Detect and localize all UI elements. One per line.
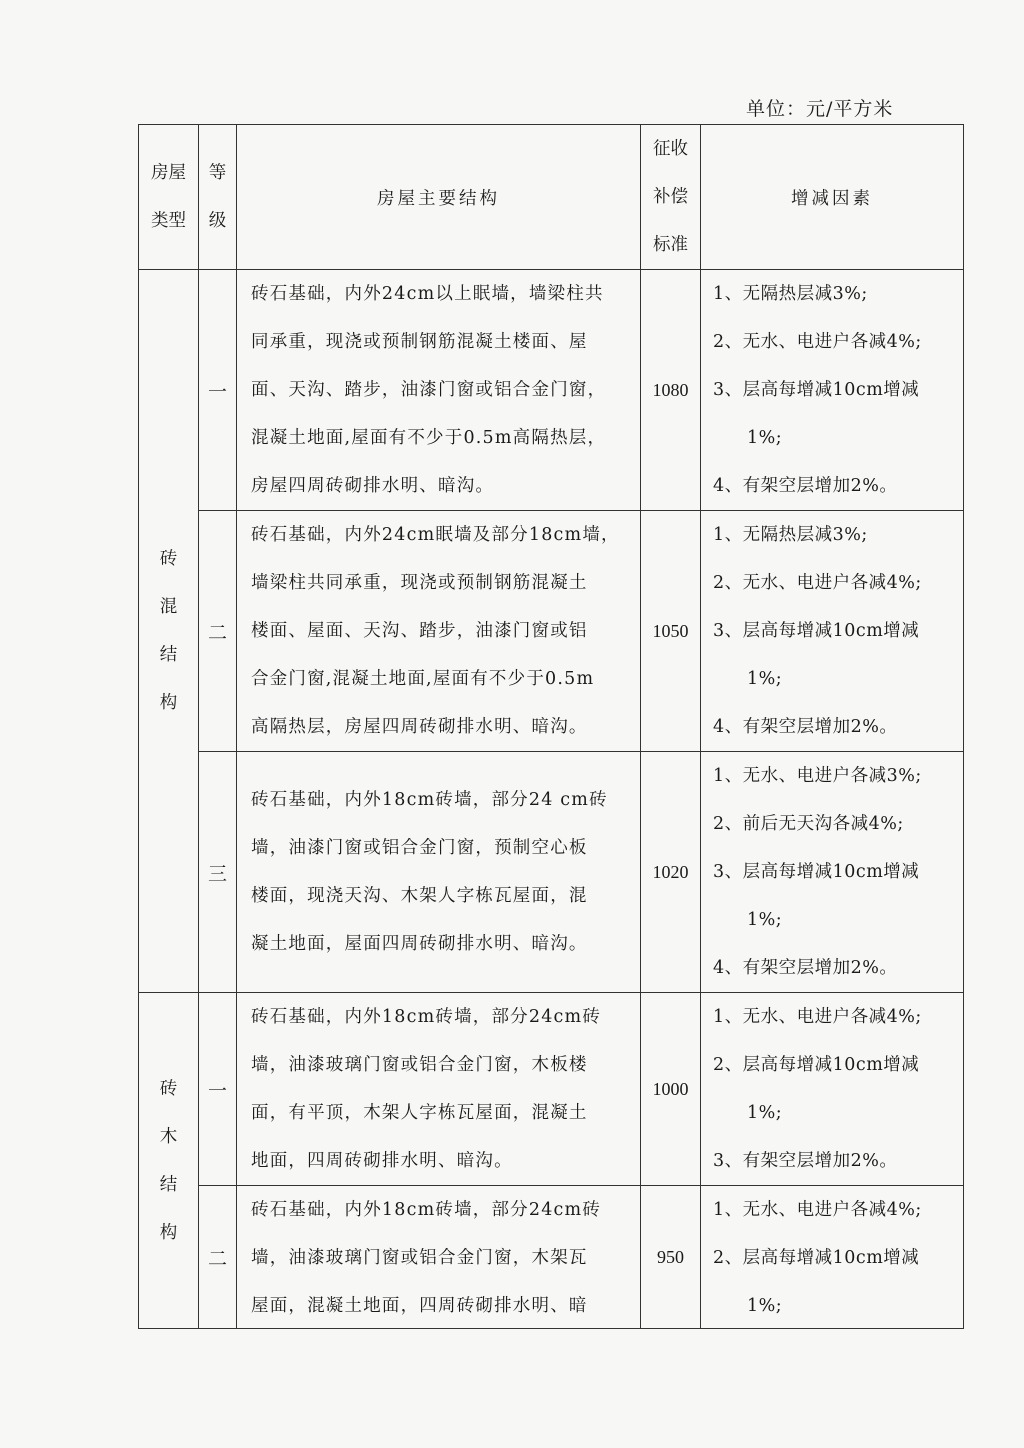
factors-cell (701, 1186, 964, 1329)
house-type-char: 木 (159, 1126, 178, 1147)
grade-cell: 二 (199, 511, 237, 752)
table-row (139, 752, 964, 993)
factor-item: 2、层高每增减10cm增减 (713, 1248, 920, 1268)
structure-cell (237, 270, 641, 511)
house-type-char: 砖 (159, 1078, 178, 1099)
structure-line: 砖石基础，内外24cm眠墙及部分18cm墙， (251, 525, 620, 545)
structure-line: 砖石基础，内外18cm砖墙，部分24cm砖 (251, 1200, 602, 1220)
standard-price-cell: 1050 (641, 511, 701, 752)
structure-line: 凝土地面，屋面四周砖砌排水明、暗沟。 (251, 934, 588, 954)
factor-item: 2、无水、电进户各减4%; (713, 332, 922, 352)
structure-line: 墙，油漆玻璃门窗或铝合金门窗，木板楼 (251, 1055, 588, 1075)
structure-line: 面、天沟、踏步，油漆门窗或铝合金门窗， (251, 380, 607, 400)
house-type-char: 结 (159, 645, 178, 665)
structure-line: 墙，油漆门窗或铝合金门窗，预制空心板 (251, 838, 588, 858)
grade-cell: 二 (199, 1186, 237, 1329)
factor-item: 1、无水、电进户各减4%; (713, 1200, 922, 1220)
standard-price-cell: 950 (641, 1186, 701, 1329)
house-type-cell (139, 993, 199, 1329)
factor-item: 1、无隔热层减3%; (713, 525, 868, 545)
structure-line: 面，有平顶，木架人字栋瓦屋面，混凝土 (251, 1103, 588, 1123)
structure-line: 地面，四周砖砌排水明、暗沟。 (251, 1151, 513, 1171)
header-row (139, 125, 964, 270)
header-type: 房屋 类型 (139, 125, 199, 270)
factor-item: 1%; (747, 1296, 783, 1316)
standard-price-cell: 1080 (641, 270, 701, 511)
factors-cell (701, 270, 964, 511)
factors-cell (701, 993, 964, 1186)
factor-item: 1、无隔热层减3%; (713, 284, 868, 304)
grade-cell: 一 (199, 270, 237, 511)
compensation-table (138, 124, 964, 1329)
structure-line: 屋面，混凝土地面，四周砖砌排水明、暗 (251, 1296, 588, 1316)
structure-line: 砖石基础，内外18cm砖墙，部分24cm砖 (251, 1007, 602, 1027)
structure-line: 砖石基础，内外24cm以上眠墙，墙梁柱共 (251, 284, 604, 304)
table-row (139, 993, 964, 1186)
structure-cell (237, 752, 641, 993)
factor-item: 4、有架空层增加2%。 (713, 476, 898, 496)
factors-cell (701, 752, 964, 993)
structure-line: 同承重，现浇或预制钢筋混凝土楼面、屋 (251, 332, 588, 352)
house-type-char: 构 (159, 693, 178, 713)
house-type-char: 结 (159, 1174, 178, 1195)
factor-item: 3、层高每增减10cm增减 (713, 862, 920, 882)
factor-item: 3、有架空层增加2%。 (713, 1151, 898, 1171)
structure-line: 楼面，现浇天沟、木架人字栋瓦屋面，混 (251, 886, 588, 906)
table-row (139, 1186, 964, 1329)
structure-line: 混凝土地面,屋面有不少于0.5m高隔热层， (251, 428, 607, 448)
structure-line: 墙，油漆玻璃门窗或铝合金门窗，木架瓦 (251, 1248, 588, 1268)
table-row (139, 511, 964, 752)
structure-cell (237, 993, 641, 1186)
header-factors: 增减因素 (701, 125, 964, 270)
factor-item: 3、层高每增减10cm增减 (713, 380, 920, 400)
unit-label: 单位：元/平方米 (746, 98, 894, 120)
structure-line: 房屋四周砖砌排水明、暗沟。 (251, 476, 495, 496)
structure-cell (237, 511, 641, 752)
factor-item: 2、层高每增减10cm增减 (713, 1055, 920, 1075)
factor-item: 1%; (747, 428, 783, 448)
structure-cell (237, 1186, 641, 1329)
structure-line: 砖石基础，内外18cm砖墙，部分24 cm砖 (251, 790, 608, 810)
header-standard: 征收 补偿 标准 (641, 125, 701, 270)
standard-price-cell: 1000 (641, 993, 701, 1186)
factor-item: 1、无水、电进户各减3%; (713, 766, 922, 786)
structure-line: 高隔热层，房屋四周砖砌排水明、暗沟。 (251, 717, 588, 737)
house-type-cell (139, 270, 199, 993)
structure-line: 楼面、屋面、天沟、踏步，油漆门窗或铝 (251, 621, 588, 641)
house-type-char: 构 (159, 1222, 178, 1243)
factor-item: 1%; (747, 669, 783, 689)
house-type-char: 混 (159, 597, 178, 617)
factors-cell (701, 511, 964, 752)
factor-item: 4、有架空层增加2%。 (713, 717, 898, 737)
structure-line: 墙梁柱共同承重，现浇或预制钢筋混凝土 (251, 573, 588, 593)
factor-item: 2、前后无天沟各减4%; (713, 814, 904, 834)
house-type-char: 砖 (159, 549, 178, 569)
factor-item: 4、有架空层增加2%。 (713, 958, 898, 978)
factor-item: 1、无水、电进户各减4%; (713, 1007, 922, 1027)
factor-item: 3、层高每增减10cm增减 (713, 621, 920, 641)
factor-item: 1%; (747, 1103, 783, 1123)
table-row (139, 270, 964, 511)
standard-price-cell: 1020 (641, 752, 701, 993)
header-grade: 等 级 (199, 125, 237, 270)
structure-line: 合金门窗,混凝土地面,屋面有不少于0.5m (251, 669, 595, 689)
grade-cell: 一 (199, 993, 237, 1186)
factor-item: 2、无水、电进户各减4%; (713, 573, 922, 593)
factor-item: 1%; (747, 910, 783, 930)
grade-cell: 三 (199, 752, 237, 993)
header-structure: 房屋主要结构 (237, 125, 641, 270)
